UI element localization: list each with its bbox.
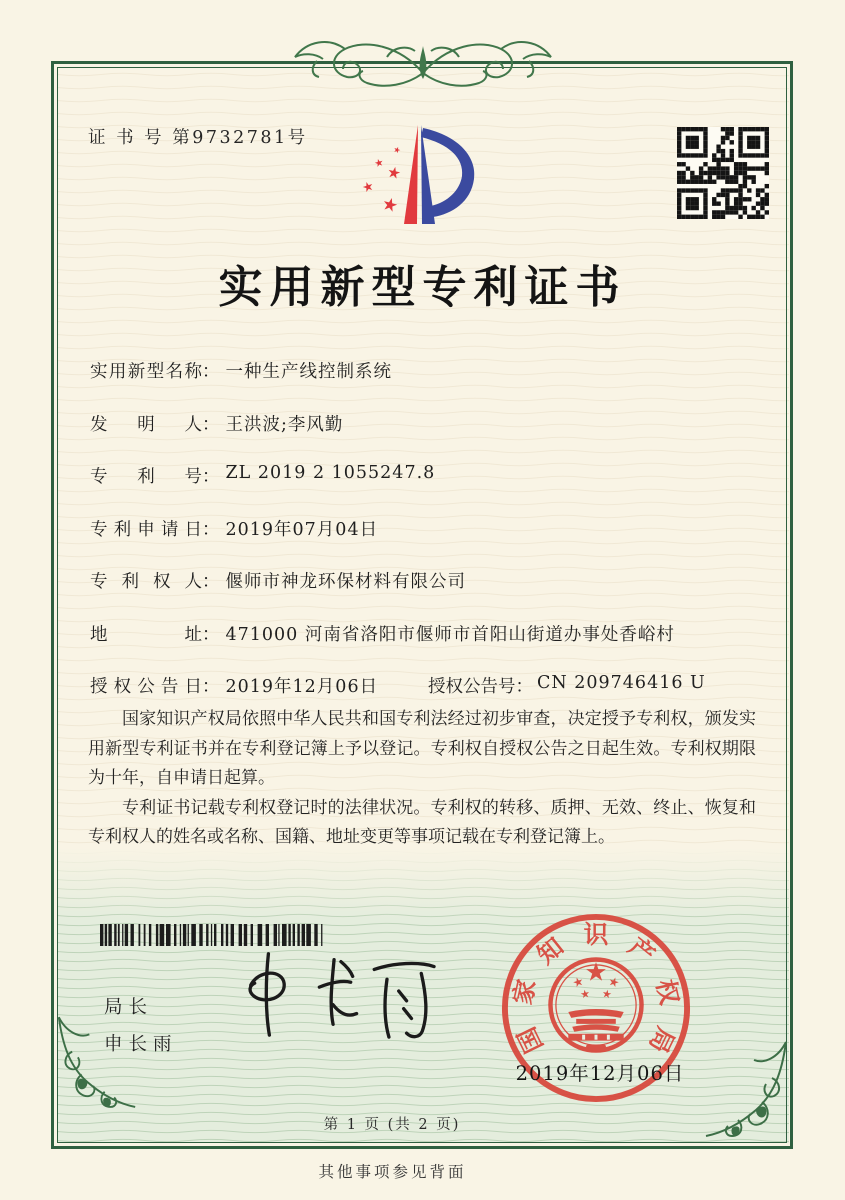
field-value: CN 209746416 U bbox=[537, 673, 706, 693]
legal-paragraph-1: 国家知识产权局依照中华人民共和国专利法经过初步审查，决定授予专利权，颁发实用新型专利证书并在专利登记簿上予以登记。专利权自授权公告之日起生效。专利权期限为十年，自申请日起算。 bbox=[88, 709, 756, 788]
field-value: 偃师市神龙环保材料有限公司 bbox=[225, 572, 466, 592]
director-title: 局长 bbox=[104, 997, 154, 1018]
back-side-note: 其他事项参见背面 bbox=[318, 1163, 467, 1181]
legal-text bbox=[88, 705, 756, 853]
colon: ： bbox=[202, 414, 220, 435]
field-patentee bbox=[90, 568, 760, 590]
field-label: 专利权人 bbox=[90, 572, 202, 592]
colon: ： bbox=[202, 624, 220, 645]
field-value: 2019年12月06日 bbox=[225, 677, 379, 697]
colon: ： bbox=[515, 677, 533, 697]
top-dragon-ornament bbox=[287, 33, 559, 99]
certificate-number: 证 书 号 第9732781号 bbox=[88, 128, 308, 148]
field-grant-date bbox=[90, 673, 760, 695]
seal-date: 2019年12月06日 bbox=[515, 1062, 685, 1085]
svg-text:识: 识 bbox=[583, 920, 609, 950]
field-address bbox=[90, 621, 760, 643]
field-label: 授权公告号 bbox=[428, 677, 516, 697]
director-name: 申长雨 bbox=[104, 1034, 178, 1055]
field-label: 实用新型名称 bbox=[90, 362, 202, 382]
field-value: ZL 2019 2 1055247.8 bbox=[225, 463, 436, 483]
field-label: 专利号 bbox=[90, 467, 202, 487]
field-inventors bbox=[90, 411, 760, 433]
legal-paragraph-2: 专利证书记载专利权登记时的法律状况。专利权的转移、质押、无效、终止、恢复和专利权人的姓名或名称、国籍、地址变更等事项记载在专利登记簿上。 bbox=[88, 797, 756, 847]
field-grant-publication-number bbox=[428, 673, 706, 698]
svg-text:国: 国 bbox=[511, 1022, 549, 1058]
field-value: 一种生产线控制系统 bbox=[225, 362, 392, 382]
field-label: 授权公告日 bbox=[90, 677, 202, 697]
field-value: 王洪波;李风勤 bbox=[225, 414, 344, 435]
field-patent-number bbox=[90, 463, 760, 485]
field-list bbox=[90, 358, 760, 726]
field-filing-date bbox=[90, 516, 760, 538]
svg-text:局: 局 bbox=[643, 1022, 681, 1058]
national-emblem-icon bbox=[550, 959, 641, 1050]
cnipa-logo-icon bbox=[355, 122, 485, 230]
svg-text:产: 产 bbox=[623, 931, 661, 970]
colon: ： bbox=[202, 519, 220, 540]
director-signature bbox=[236, 944, 438, 1042]
svg-text:家: 家 bbox=[507, 976, 542, 1008]
field-label: 专利申请日 bbox=[90, 519, 202, 540]
field-value: 471000 河南省洛阳市偃师市首阳山街道办事处香峪村 bbox=[225, 624, 675, 645]
colon: ： bbox=[202, 572, 220, 592]
field-value: 2019年07月04日 bbox=[225, 519, 379, 540]
colon: ： bbox=[202, 467, 220, 487]
page-number: 第 1 页 (共 2 页) bbox=[323, 1117, 461, 1133]
svg-text:知: 知 bbox=[531, 931, 569, 970]
colon: ： bbox=[202, 362, 220, 382]
svg-text:权: 权 bbox=[650, 976, 685, 1008]
field-label: 发明人 bbox=[90, 414, 202, 435]
field-label: 地址 bbox=[90, 624, 202, 645]
field-utility-model-name bbox=[90, 358, 760, 380]
colon: ： bbox=[202, 677, 220, 697]
qr-code bbox=[677, 127, 769, 219]
certificate-title: 实用新型专利证书 bbox=[218, 262, 627, 313]
barcode bbox=[100, 924, 324, 946]
